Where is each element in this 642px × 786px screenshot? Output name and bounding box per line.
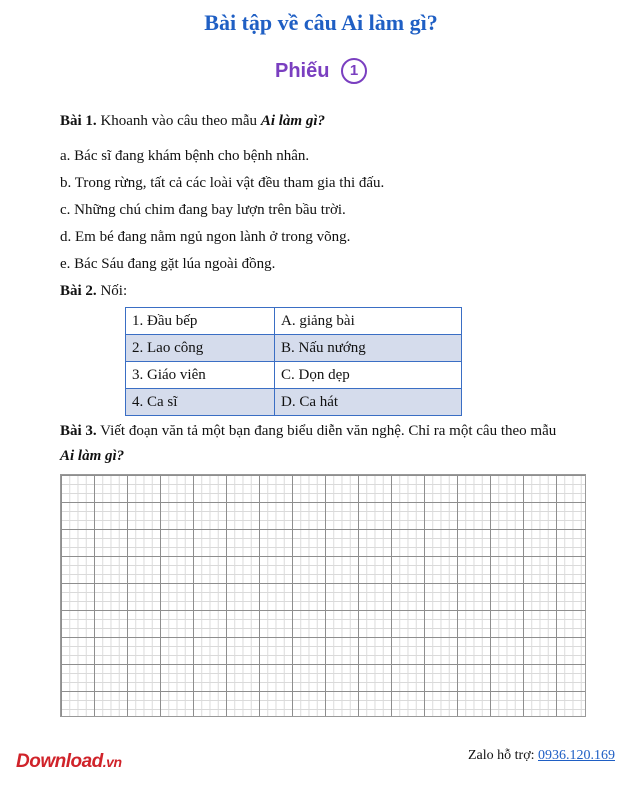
page-title: Bài tập về câu Ai làm gì? <box>204 10 438 35</box>
table-cell-right: B. Nấu nướng <box>275 335 462 362</box>
table-cell-left: 4. Ca sĩ <box>126 389 275 416</box>
worksheet-label-text: Phiếu <box>274 60 330 82</box>
bai3-heading <box>60 423 556 440</box>
table-row <box>126 308 462 335</box>
bai1-label: Bài 1. <box>60 113 97 129</box>
bai2-heading <box>60 283 127 300</box>
sentence-a: a. Bác sĩ đang khám bệnh cho bệnh nhân. <box>60 148 310 164</box>
logo-suffix: .vn <box>102 754 122 770</box>
zalo-label: Zalo hỗ trợ: <box>468 748 535 763</box>
writing-grid[interactable] <box>60 474 586 717</box>
bai3-label: Bài 3. <box>60 423 97 439</box>
bai3-instruction: Viết đoạn văn tả một bạn đang biểu diễn văn nghệ. Chỉ ra một câu theo mẫu <box>100 423 557 439</box>
matching-table <box>125 307 462 416</box>
bai3-pattern: Ai làm gì? <box>60 448 125 464</box>
table-row <box>126 362 462 389</box>
table-cell-right: C. Dọn dẹp <box>275 362 462 389</box>
sentence-e: e. Bác Sáu đang gặt lúa ngoài đồng. <box>60 256 276 272</box>
table-cell-left: 3. Giáo viên <box>126 362 275 389</box>
bai3-pattern-line <box>60 448 124 465</box>
bai2-label: Bài 2. <box>60 283 97 299</box>
table-row <box>126 389 462 416</box>
bai1-heading <box>60 113 325 130</box>
download-logo[interactable] <box>16 751 122 773</box>
worksheet-number: 1 <box>341 58 367 84</box>
bai1-pattern: Ai làm gì? <box>260 113 325 129</box>
table-cell-left: 1. Đầu bếp <box>126 308 275 335</box>
zalo-phone-link[interactable]: 0936.120.169 <box>538 748 615 763</box>
bai1-instruction: Khoanh vào câu theo mẫu <box>100 113 258 129</box>
sentence-c: c. Những chú chim đang bay lượn trên bầu trời. <box>60 202 346 218</box>
bai2-instruction: Nối: <box>100 283 128 299</box>
table-cell-right: A. giảng bài <box>275 308 462 335</box>
table-cell-left: 2. Lao công <box>126 335 275 362</box>
table-cell-right: D. Ca hát <box>275 389 462 416</box>
worksheet-label <box>0 58 642 84</box>
sentence-b: b. Trong rừng, tất cả các loài vật đều tham gia thi đấu. <box>60 175 385 191</box>
logo-main: Download <box>16 751 103 772</box>
zalo-support <box>468 748 615 764</box>
sentence-d: d. Em bé đang nằm ngủ ngon lành ở trong võng. <box>60 229 351 245</box>
table-row <box>126 335 462 362</box>
